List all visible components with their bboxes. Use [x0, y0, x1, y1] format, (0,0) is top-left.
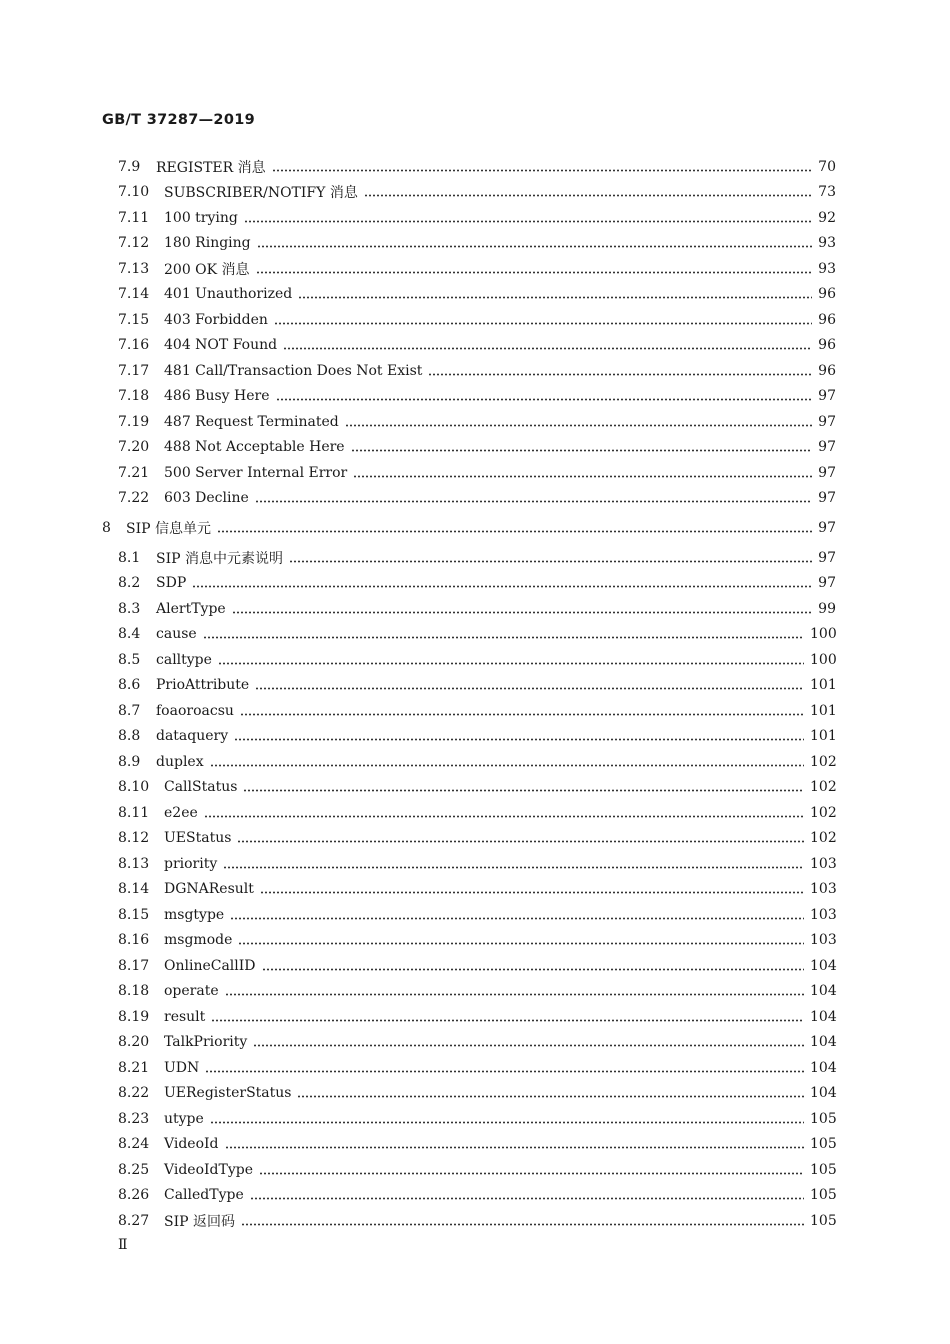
toc-entry-page: 70 [818, 159, 836, 175]
toc-entry-page: 102 [810, 779, 837, 795]
toc-entry[interactable] [118, 232, 836, 254]
toc-entry-title: 200 OK 消息 [164, 262, 250, 278]
toc-entry[interactable] [118, 980, 836, 1002]
page-number: Ⅱ [118, 1237, 128, 1253]
dot-leader [205, 1070, 804, 1073]
toc-entry[interactable] [118, 1133, 836, 1155]
toc-entry-title: CallStatus [164, 779, 238, 795]
toc-entry-title: SIP 信息单元 [126, 521, 211, 537]
toc-entry[interactable] [118, 955, 836, 977]
toc-entry-title: 401 Unauthorized [164, 286, 293, 302]
toc-entry[interactable] [118, 360, 836, 382]
dot-leader [234, 738, 804, 741]
toc-entry[interactable] [118, 853, 836, 875]
dot-leader [225, 993, 804, 996]
dot-leader [272, 169, 812, 172]
toc-entry-number: 8.2 [118, 575, 141, 591]
toc-entry-number: 8.13 [118, 856, 150, 872]
toc-entry-page: 97 [818, 388, 836, 404]
toc-entry-number: 8.9 [118, 754, 141, 770]
dot-leader [283, 347, 812, 350]
dot-leader [240, 713, 804, 716]
toc-entry-number: 7.13 [118, 261, 150, 277]
toc-entry[interactable] [118, 904, 836, 926]
toc-entry-page: 105 [810, 1162, 837, 1178]
dot-leader [259, 1172, 804, 1175]
toc-entry-number: 8.3 [118, 601, 141, 617]
toc-entry-page: 96 [818, 363, 836, 379]
dot-leader [223, 866, 804, 869]
dot-leader [262, 968, 804, 971]
dot-leader [351, 449, 812, 452]
dot-leader [237, 840, 804, 843]
toc-entry-page: 93 [818, 235, 836, 251]
toc-entry-page: 97 [818, 490, 836, 506]
dot-leader [217, 530, 812, 533]
toc-entry[interactable] [118, 436, 836, 458]
dot-leader [276, 398, 813, 401]
toc-entry-page: 104 [810, 1085, 837, 1101]
toc-entry-number: 8.14 [118, 881, 150, 897]
dot-leader [289, 560, 812, 563]
dot-leader [428, 373, 812, 376]
toc-entry-page: 104 [810, 983, 837, 999]
toc-entry-number: 7.14 [118, 286, 150, 302]
toc-entry-page: 93 [818, 261, 836, 277]
toc-entry-page: 101 [810, 677, 837, 693]
toc-entry-number: 7.11 [118, 210, 150, 226]
toc-entry-number: 8.12 [118, 830, 150, 846]
dot-leader [255, 500, 812, 503]
toc-entry-title: foaoroacsu [156, 703, 234, 719]
toc-entry[interactable] [118, 462, 836, 484]
toc-entry-page: 104 [810, 1060, 837, 1076]
dot-leader [250, 1197, 804, 1200]
toc-entry-page: 102 [810, 754, 837, 770]
toc-entry[interactable] [118, 1082, 836, 1104]
toc-entry-number: 7.21 [118, 465, 150, 481]
toc-entry-title: duplex [156, 754, 204, 770]
toc-entry-number: 8.26 [118, 1187, 150, 1203]
toc-entry-page: 92 [818, 210, 836, 226]
toc-entry[interactable] [118, 929, 836, 951]
toc-entry[interactable] [118, 411, 836, 433]
toc-entry-page: 97 [818, 550, 836, 566]
toc-entry-page: 97 [818, 414, 836, 430]
dot-leader [192, 585, 812, 588]
toc-entry-number: 8.18 [118, 983, 150, 999]
toc-entry[interactable] [118, 674, 836, 696]
dot-leader [203, 636, 804, 639]
dot-leader [353, 475, 812, 478]
toc-entry[interactable] [118, 1159, 836, 1181]
toc-entry-title: UDN [164, 1060, 200, 1076]
toc-entry[interactable] [118, 309, 836, 331]
dot-leader [225, 1146, 804, 1149]
toc-entry-page: 105 [810, 1111, 837, 1127]
toc-entry-number: 8.1 [118, 550, 141, 566]
toc-entry[interactable] [118, 156, 836, 178]
toc-entry-number: 8.22 [118, 1085, 150, 1101]
toc-entry-page: 102 [810, 805, 837, 821]
toc-entry[interactable] [118, 623, 836, 645]
toc-entry-title: 486 Busy Here [164, 388, 270, 404]
dot-leader [274, 322, 812, 325]
toc-entry-page: 96 [818, 312, 836, 328]
toc-entry[interactable] [118, 1057, 836, 1079]
toc-entry-title: e2ee [164, 805, 198, 821]
toc-entry[interactable] [118, 334, 836, 356]
toc-entry-number: 8.11 [118, 805, 150, 821]
dot-leader [253, 1044, 804, 1047]
dot-leader [241, 1223, 804, 1226]
toc-entry-page: 103 [810, 856, 837, 872]
toc-entry-number: 7.19 [118, 414, 150, 430]
toc-entry-title: SIP 返回码 [164, 1214, 235, 1230]
toc-entry-number: 8.10 [118, 779, 150, 795]
toc-entry-page: 100 [810, 652, 837, 668]
toc-entry-title: CalledType [164, 1187, 244, 1203]
toc-entry-number: 8.20 [118, 1034, 150, 1050]
toc-entry-page: 100 [810, 626, 837, 642]
toc-entry-page: 104 [810, 1034, 837, 1050]
toc-entry-title: operate [164, 983, 219, 999]
dot-leader [218, 662, 804, 665]
toc-entry-number: 7.16 [118, 337, 150, 353]
toc-entry[interactable] [118, 1031, 836, 1053]
toc-entry-number: 8.6 [118, 677, 141, 693]
dot-leader [244, 220, 812, 223]
toc-entry-number: 7.15 [118, 312, 150, 328]
toc-entry-page: 102 [810, 830, 837, 846]
toc-entry-title: VideoId [164, 1136, 219, 1152]
toc-entry-number: 8.17 [118, 958, 150, 974]
toc-entry-page: 97 [818, 575, 836, 591]
toc-entry-title: 603 Decline [164, 490, 249, 506]
dot-leader [257, 245, 812, 248]
toc-entry-number: 7.12 [118, 235, 150, 251]
toc-entry-number: 8.23 [118, 1111, 150, 1127]
toc-entry-number: 7.10 [118, 184, 150, 200]
toc-entry-title: 404 NOT Found [164, 337, 278, 353]
toc-entry-number: 8.7 [118, 703, 141, 719]
toc-entry-title: 100 trying [164, 210, 238, 226]
dot-leader [204, 815, 804, 818]
toc-entry[interactable] [118, 776, 836, 798]
toc-entry-number: 7.17 [118, 363, 150, 379]
toc-entry-page: 105 [810, 1213, 837, 1229]
toc-entry[interactable] [118, 1108, 836, 1130]
dot-leader [297, 1095, 804, 1098]
dot-leader [210, 764, 804, 767]
toc-entry[interactable] [118, 1210, 836, 1232]
toc-entry-page: 103 [810, 907, 837, 923]
toc-entry[interactable] [118, 725, 836, 747]
toc-entry-page: 105 [810, 1136, 837, 1152]
dot-leader [345, 424, 812, 427]
toc-entry-page: 97 [818, 465, 836, 481]
toc-entry-title: 180 Ringing [164, 235, 251, 251]
toc-entry[interactable] [118, 283, 836, 305]
toc-entry-title: result [164, 1009, 206, 1025]
toc-entry-title: 500 Server Internal Error [164, 465, 348, 481]
toc-entry-number: 8.24 [118, 1136, 150, 1152]
toc-entry[interactable] [118, 827, 836, 849]
toc-entry-title: REGISTER 消息 [156, 160, 266, 176]
toc-entry[interactable] [118, 547, 836, 569]
toc-entry-page: 96 [818, 337, 836, 353]
toc-entry-title: 487 Request Terminated [164, 414, 339, 430]
dot-leader [238, 942, 804, 945]
toc-entry-title: UEStatus [164, 830, 232, 846]
toc-entry-number: 8.15 [118, 907, 150, 923]
toc-entry-title: SDP [156, 575, 187, 591]
toc-entry-title: PrioAttribute [156, 677, 250, 693]
toc-entry-number: 8.27 [118, 1213, 150, 1229]
toc-entry-number: 7.22 [118, 490, 150, 506]
toc-entry-number: 7.20 [118, 439, 150, 455]
toc-entry-page: 96 [818, 286, 836, 302]
toc-entry-title: 403 Forbidden [164, 312, 268, 328]
toc-entry-page: 97 [818, 439, 836, 455]
toc-entry-title: calltype [156, 652, 212, 668]
dot-leader [232, 611, 812, 614]
toc-entry-title: DGNAResult [164, 881, 254, 897]
toc-entry-title: priority [164, 856, 218, 872]
toc-entry-title: cause [156, 626, 197, 642]
toc-entry-title: TalkPriority [164, 1034, 248, 1050]
dot-leader [243, 789, 804, 792]
page-header: GB/T 37287—2019 [102, 112, 255, 128]
toc-entry-page: 73 [818, 184, 836, 200]
toc-entry-title: 481 Call/Transaction Does Not Exist [164, 363, 423, 379]
toc-entry-number: 8.19 [118, 1009, 150, 1025]
toc-entry-number: 8.4 [118, 626, 141, 642]
toc-entry-number: 8.5 [118, 652, 141, 668]
dot-leader [298, 296, 812, 299]
toc-entry-page: 99 [818, 601, 836, 617]
toc-entry[interactable] [118, 878, 836, 900]
dot-leader [210, 1121, 804, 1124]
toc-entry-title: SUBSCRIBER/NOTIFY 消息 [164, 185, 358, 201]
toc-entry-page: 101 [810, 728, 837, 744]
toc-entry-page: 103 [810, 932, 837, 948]
dot-leader [255, 687, 804, 690]
dot-leader [364, 194, 812, 197]
toc-entry-title: msgmode [164, 932, 233, 948]
toc-entry-page: 97 [818, 520, 836, 536]
toc-entry[interactable] [118, 751, 836, 773]
toc-entry[interactable] [118, 181, 836, 203]
toc-entry-title: OnlineCallID [164, 958, 256, 974]
toc-entry-number: 8.16 [118, 932, 150, 948]
toc-entry-title: VideoIdType [164, 1162, 254, 1178]
toc-entry-number: 7.9 [118, 159, 141, 175]
dot-leader [230, 917, 804, 920]
dot-leader [260, 891, 804, 894]
toc-entry-number: 7.18 [118, 388, 150, 404]
toc-entry-number: 8 [102, 520, 111, 536]
toc-entry[interactable] [118, 385, 836, 407]
toc-entry[interactable] [118, 258, 836, 280]
toc-entry-title: msgtype [164, 907, 225, 923]
toc-entry[interactable] [118, 598, 836, 620]
toc-entry-title: SIP 消息中元素说明 [156, 551, 283, 567]
toc-entry-page: 101 [810, 703, 837, 719]
toc-entry-page: 105 [810, 1187, 837, 1203]
dot-leader [211, 1019, 804, 1022]
toc-entry-title: utype [164, 1111, 204, 1127]
toc-entry[interactable] [118, 487, 836, 509]
toc-entry-page: 104 [810, 958, 837, 974]
toc-entry[interactable] [118, 1006, 836, 1028]
toc-entry-title: 488 Not Acceptable Here [164, 439, 345, 455]
toc-entry-title: UERegisterStatus [164, 1085, 292, 1101]
toc-entry-number: 8.25 [118, 1162, 150, 1178]
toc-entry[interactable] [118, 1184, 836, 1206]
toc-entry[interactable] [118, 700, 836, 722]
toc-entry[interactable] [118, 207, 836, 229]
toc-entry-page: 104 [810, 1009, 837, 1025]
toc-entry[interactable] [118, 649, 836, 671]
toc-entry-title: AlertType [156, 601, 226, 617]
toc-entry-number: 8.8 [118, 728, 141, 744]
toc-entry[interactable] [118, 572, 836, 594]
toc-entry-number: 8.21 [118, 1060, 150, 1076]
toc-entry[interactable] [102, 517, 836, 539]
toc-entry-page: 103 [810, 881, 837, 897]
toc-entry-title: dataquery [156, 728, 229, 744]
toc-entry[interactable] [118, 802, 836, 824]
dot-leader [256, 271, 812, 274]
